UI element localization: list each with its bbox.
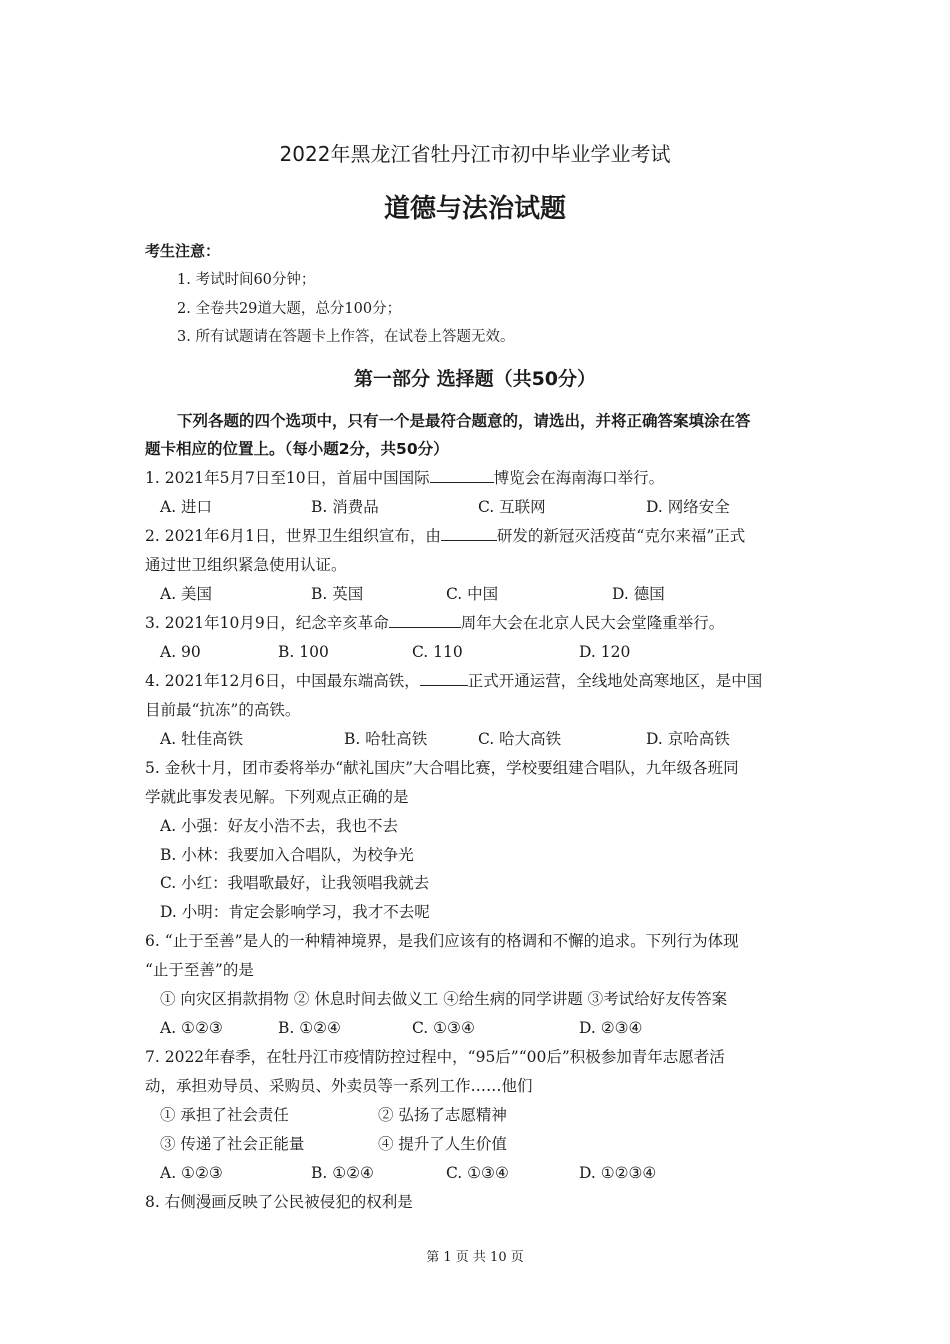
instruction-line-2: 题卡相应的位置上。（每小题2分，共50分） xyxy=(145,440,449,458)
q5-option-d: D. 小明：肯定会影响学习，我才不去呢 xyxy=(160,903,430,921)
q6-option-b: B. ①②④ xyxy=(278,1019,341,1037)
question-2-text-pre: 2. 2021年6月1日，世界卫生组织宣布，由 xyxy=(145,527,441,545)
q3-option-d: D. 120 xyxy=(579,643,631,661)
question-2-blank xyxy=(441,525,497,541)
q7-statement-3: ③ 传递了社会正能量 xyxy=(160,1135,305,1153)
q7-statement-2: ② 弘扬了志愿精神 xyxy=(378,1106,507,1124)
q7-option-c: C. ①③④ xyxy=(446,1164,509,1182)
question-6: 6. “止于至善”是人的一种精神境界，是我们应该有的格调和不懈的追求。下列行为体现 xyxy=(145,932,739,950)
q7-statement-4: ④ 提升了人生价值 xyxy=(378,1135,507,1153)
question-5-line-2: 学就此事发表见解。下列观点正确的是 xyxy=(145,788,409,806)
question-7: 7. 2022年春季，在牡丹江市疫情防控过程中，“95后”“00后”积极参加青年志愿者活 xyxy=(145,1048,725,1066)
question-4 xyxy=(145,670,762,692)
notice-item-3: 3. 所有试题请在答题卡上作答，在试卷上答题无效。 xyxy=(177,329,515,345)
question-3-text-pre: 3. 2021年10月9日，纪念辛亥革命 xyxy=(145,614,389,632)
q3-option-c: C. 110 xyxy=(412,643,463,661)
q7-option-d: D. ①②③④ xyxy=(579,1164,657,1182)
q5-option-a: A. 小强：好友小浩不去，我也不去 xyxy=(160,817,399,835)
q6-statements: ① 向灾区捐款捐物 ② 休息时间去做义工 ④给生病的同学讲题 ③考试给好友传答案 xyxy=(160,990,728,1008)
q7-option-b: B. ①②④ xyxy=(311,1164,374,1182)
question-2 xyxy=(145,525,745,547)
instruction-line-1: 下列各题的四个选项中，只有一个是最符合题意的，请选出，并将正确答案填涂在答 xyxy=(177,412,751,430)
notice-heading: 考生注意： xyxy=(145,242,221,260)
question-4-line-2: 目前最“抗冻”的高铁。 xyxy=(145,701,301,719)
q2-option-c: C. 中国 xyxy=(446,585,499,603)
q6-option-d: D. ②③④ xyxy=(579,1019,643,1037)
question-4-blank xyxy=(420,670,468,686)
q3-option-a: A. 90 xyxy=(160,643,201,661)
question-2-line-2: 通过世卫组织紧急使用认证。 xyxy=(145,556,347,574)
q2-option-b: B. 英国 xyxy=(311,585,364,603)
q1-option-d: D. 网络安全 xyxy=(646,498,730,516)
q4-option-d: D. 京哈高铁 xyxy=(646,730,730,748)
question-4-text-post: 正式开通运营，全线地处高寒地区，是中国 xyxy=(467,672,763,690)
question-1-text-post: 博览会在海南海口举行。 xyxy=(493,469,665,487)
q6-option-a: A. ①②③ xyxy=(160,1019,223,1037)
question-3-blank xyxy=(389,612,461,628)
q7-option-a: A. ①②③ xyxy=(160,1164,223,1182)
exam-subtitle: 道德与法治试题 xyxy=(383,194,566,224)
section-title: 第一部分 选择题（共50分） xyxy=(353,368,597,390)
q1-option-b: B. 消费品 xyxy=(311,498,379,516)
q2-option-a: A. 美国 xyxy=(160,585,213,603)
question-1-blank xyxy=(430,467,494,483)
question-5: 5. 金秋十月，团市委将举办“献礼国庆”大合唱比赛，学校要组建合唱队，九年级各班同 xyxy=(145,759,739,777)
question-3 xyxy=(145,612,724,634)
page-number: 第 1 页 共 10 页 xyxy=(426,1250,524,1265)
q4-option-a: A. 牡佳高铁 xyxy=(160,730,244,748)
q7-statement-1: ① 承担了社会责任 xyxy=(160,1106,289,1124)
q6-option-c: C. ①③④ xyxy=(412,1019,475,1037)
question-2-text-post: 研发的新冠灭活疫苗“克尔来福”正式 xyxy=(496,527,746,545)
exam-title: 2022年黑龙江省牡丹江市初中毕业学业考试 xyxy=(279,142,671,166)
q4-option-b: B. 哈牡高铁 xyxy=(344,730,428,748)
question-4-text-pre: 4. 2021年12月6日，中国最东端高铁， xyxy=(145,672,420,690)
q2-option-d: D. 德国 xyxy=(612,585,665,603)
q3-option-b: B. 100 xyxy=(278,643,329,661)
q1-option-c: C. 互联网 xyxy=(478,498,546,516)
q4-option-c: C. 哈大高铁 xyxy=(478,730,562,748)
q5-option-c: C. 小红：我唱歌最好，让我领唱我就去 xyxy=(160,874,430,892)
question-6-line-2: “止于至善”的是 xyxy=(145,961,254,979)
question-1-text-pre: 1. 2021年5月7日至10日，首届中国国际 xyxy=(145,469,430,487)
q1-option-a: A. 进口 xyxy=(160,498,213,516)
question-7-line-2: 动，承担劝导员、采购员、外卖员等一系列工作……他们 xyxy=(145,1077,533,1095)
q5-option-b: B. 小林：我要加入合唱队，为校争光 xyxy=(160,846,414,864)
question-8: 8. 右侧漫画反映了公民被侵犯的权利是 xyxy=(145,1193,413,1211)
notice-item-2: 2. 全卷共29道大题，总分100分； xyxy=(177,301,402,317)
notice-item-1: 1. 考试时间60分钟； xyxy=(177,272,316,288)
question-3-text-post: 周年大会在北京人民大会堂隆重举行。 xyxy=(460,614,725,632)
question-1 xyxy=(145,467,664,489)
